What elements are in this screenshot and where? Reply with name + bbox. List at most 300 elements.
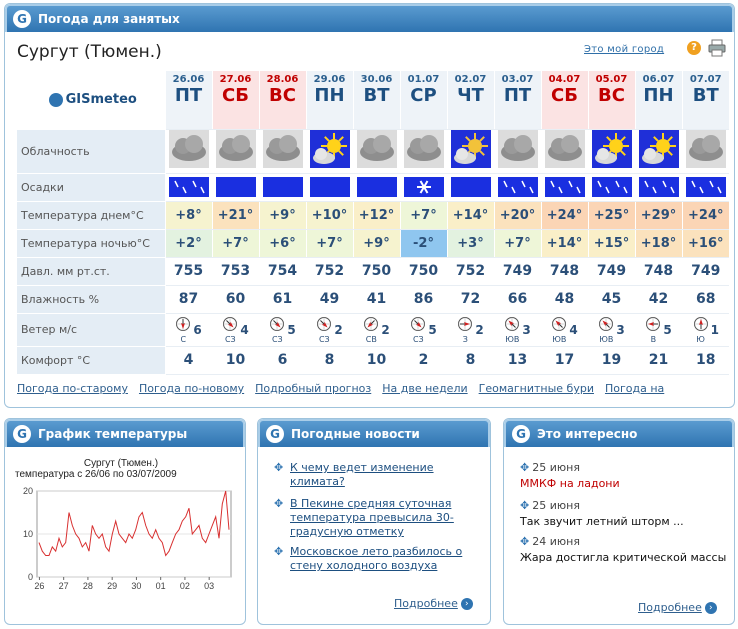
day-date: 30.06: [360, 74, 393, 85]
rain-icon: [639, 177, 679, 197]
comfort-row: [17, 346, 729, 374]
pressure-row: [17, 257, 729, 285]
humidity-value: 49: [306, 285, 353, 313]
cloud-cell: [306, 129, 353, 173]
pressure-value: 749: [588, 257, 635, 285]
day-name: ПН: [314, 85, 345, 106]
cloud-cell: [635, 129, 682, 173]
no-precipitation-icon: [451, 177, 491, 197]
wind-direction: [269, 316, 285, 344]
wind-info: [636, 316, 682, 344]
night-temp: +14°: [541, 229, 588, 257]
wind-direction: [222, 316, 238, 344]
forecast-link[interactable]: На две недели: [382, 382, 468, 395]
day-date: 01.07: [407, 74, 440, 85]
wind-info: [589, 316, 635, 344]
wind-direction-icon: [504, 316, 520, 332]
wind-direction-label: СЗ: [412, 334, 424, 344]
humidity-value: 66: [494, 285, 541, 313]
overcast-icon: [169, 130, 209, 168]
interesting-date: 25 июня: [532, 499, 580, 512]
wind-info: [448, 316, 494, 344]
overcast-icon: [545, 130, 585, 168]
precip-cell: [494, 173, 541, 201]
day-name: ПТ: [174, 85, 203, 106]
wind-direction-label: СВ: [365, 334, 377, 344]
precipitation-row: [17, 173, 729, 201]
forecast-links: [17, 382, 675, 395]
news-panel-title: Погодные новости: [291, 427, 420, 441]
day-header: [400, 71, 447, 129]
cloud-cell: [541, 129, 588, 173]
day-date: 02.07: [454, 74, 487, 85]
day-header: [165, 71, 212, 129]
arrow-right-icon: ›: [705, 602, 717, 614]
wind-info: [213, 316, 259, 344]
day-name: ПН: [643, 85, 674, 106]
rain-icon: [498, 177, 538, 197]
wind-direction-label: С: [180, 334, 187, 344]
forecast-panel-header: [5, 4, 734, 32]
temperature-panel-header: [5, 419, 245, 447]
comfort-value: 21: [635, 346, 682, 374]
partly-cloudy-icon: [451, 130, 491, 168]
day-temp: +8°: [165, 201, 212, 229]
news-more-label: Подробнее: [394, 597, 458, 610]
pressure-value: 750: [353, 257, 400, 285]
pressure-value: 748: [635, 257, 682, 285]
interesting-item[interactable]: [520, 499, 684, 529]
overcast-icon: [404, 130, 444, 168]
gismeteo-badge-icon: G: [13, 425, 31, 443]
wind-info: [401, 316, 447, 344]
day-header: [494, 71, 541, 129]
no-precipitation-icon: [216, 177, 256, 197]
interesting-text[interactable]: Жара достигла критической массы: [520, 551, 727, 564]
forecast-link[interactable]: Погода по-старому: [17, 382, 128, 395]
day-header: [306, 71, 353, 129]
comfort-value: 18: [682, 346, 729, 374]
wind-row: [17, 313, 729, 346]
humidity-value: 72: [447, 285, 494, 313]
row-label: Влажность %: [17, 285, 165, 313]
wind-direction-label: Ю: [696, 334, 705, 344]
wind-direction: [693, 316, 709, 344]
print-icon[interactable]: [708, 39, 726, 57]
wind-direction-icon: [457, 316, 473, 332]
wind-direction: [410, 316, 426, 344]
cloud-cell: [494, 129, 541, 173]
day-header: [541, 71, 588, 129]
comfort-value: 19: [588, 346, 635, 374]
day-name: СБ: [222, 85, 249, 106]
forecast-link[interactable]: Погода на: [604, 382, 665, 395]
weather-news-panel: [257, 418, 491, 625]
row-label: Температура днем°C: [17, 201, 165, 229]
pressure-value: 754: [259, 257, 306, 285]
news-bullet-icon: ✥: [274, 497, 284, 510]
my-city-link[interactable]: Это мой город: [584, 44, 665, 55]
temperature-panel-title: График температуры: [38, 427, 188, 441]
day-name: ВС: [598, 85, 625, 106]
x-tick-label: 27: [58, 581, 69, 591]
cloud-cell: [259, 129, 306, 173]
pressure-value: 749: [494, 257, 541, 285]
gismeteo-logo: [21, 92, 165, 107]
day-date: 28.06: [266, 74, 299, 85]
interesting-date-line: [520, 461, 620, 475]
day-temp: +24°: [682, 201, 729, 229]
day-temp: +10°: [306, 201, 353, 229]
wind-info: [495, 316, 541, 344]
x-tick-label: 01: [155, 581, 166, 591]
wind-direction-icon: [645, 316, 661, 332]
wind-direction-icon: [222, 316, 238, 332]
x-tick-label: 28: [82, 581, 93, 591]
news-panel-header: [258, 419, 490, 447]
interesting-date-line: [520, 535, 726, 549]
day-date: 04.07: [548, 74, 581, 85]
interesting-bullet-icon: ✥: [520, 499, 530, 512]
partly-cloudy-icon: [310, 130, 350, 168]
interesting-date: 24 июня: [532, 535, 580, 548]
day-header: [259, 71, 306, 129]
night-temp: +7°: [306, 229, 353, 257]
interesting-date: 25 июня: [532, 461, 580, 474]
days-header-row: [17, 71, 729, 129]
humidity-value: 45: [588, 285, 635, 313]
comfort-value: 13: [494, 346, 541, 374]
overcast-icon: [357, 130, 397, 168]
wind-direction-label: В: [650, 334, 657, 344]
humidity-value: 41: [353, 285, 400, 313]
cloud-cell: [353, 129, 400, 173]
day-temp: +24°: [541, 201, 588, 229]
day-header: [353, 71, 400, 129]
pressure-value: 750: [400, 257, 447, 285]
night-temp: +7°: [494, 229, 541, 257]
no-precipitation-icon: [263, 177, 303, 197]
rain-icon: [592, 177, 632, 197]
wind-cell: [494, 313, 541, 346]
wind-speed: 3: [522, 322, 531, 337]
pressure-value: 752: [447, 257, 494, 285]
cloud-cell: [165, 129, 212, 173]
day-name: СР: [410, 85, 437, 106]
wind-direction-icon: [551, 316, 567, 332]
day-temp: +21°: [212, 201, 259, 229]
comfort-value: 4: [165, 346, 212, 374]
wind-info: [542, 316, 588, 344]
row-label: Температура ночью°C: [17, 229, 165, 257]
day-date: 29.06: [313, 74, 346, 85]
day-temp: +20°: [494, 201, 541, 229]
precip-cell: [400, 173, 447, 201]
cloud-cell: [447, 129, 494, 173]
wind-speed: 2: [381, 322, 390, 337]
wind-speed: 5: [287, 322, 296, 337]
wind-direction: [551, 316, 567, 344]
wind-direction-label: ЮВ: [599, 334, 614, 344]
humidity-value: 86: [400, 285, 447, 313]
day-name: ВТ: [363, 85, 390, 106]
interesting-panel-title: Это интересно: [537, 427, 638, 441]
interesting-text[interactable]: ММКФ на ладони: [520, 477, 620, 490]
y-tick-label: 20: [22, 486, 33, 496]
news-item[interactable]: [274, 497, 454, 539]
wind-cell: [447, 313, 494, 346]
comfort-value: 6: [259, 346, 306, 374]
news-text[interactable]: В Пекине средняя суточная: [290, 497, 452, 510]
gismeteo-logo-icon: [49, 93, 63, 107]
wind-speed: 3: [616, 322, 625, 337]
y-tick-label: 10: [22, 529, 33, 539]
wind-cell: [635, 313, 682, 346]
wind-info: [166, 316, 212, 344]
help-icon[interactable]: ?: [687, 41, 701, 55]
x-tick-label: 03: [204, 581, 215, 591]
day-temp: +7°: [400, 201, 447, 229]
day-date: 07.07: [689, 74, 722, 85]
wind-speed: 5: [428, 322, 437, 337]
cloud-cell: [212, 129, 259, 173]
precip-cell: [541, 173, 588, 201]
wind-info: [260, 316, 306, 344]
day-date: 27.06: [219, 74, 252, 85]
news-item[interactable]: [274, 461, 434, 489]
overcast-icon: [263, 130, 303, 168]
humidity-value: 61: [259, 285, 306, 313]
row-label: Осадки: [17, 173, 165, 201]
wind-speed: 6: [193, 322, 202, 337]
day-name: СБ: [551, 85, 578, 106]
interesting-text[interactable]: Так звучит летний шторм ...: [520, 515, 684, 528]
precip-cell: [165, 173, 212, 201]
wind-direction-icon: [269, 316, 285, 332]
overcast-icon: [216, 130, 256, 168]
temperature-chart: [11, 457, 241, 597]
pressure-value: 749: [682, 257, 729, 285]
wind-speed: 1: [710, 322, 719, 337]
wind-speed: 4: [240, 322, 249, 337]
news-text[interactable]: градусную отметку: [290, 525, 404, 538]
pressure-value: 752: [306, 257, 353, 285]
logo-cell: [17, 71, 165, 129]
partly-cloudy-icon: [592, 130, 632, 168]
wind-cell: [165, 313, 212, 346]
day-temp: +25°: [588, 201, 635, 229]
chart-title: Сургут (Тюмен.): [83, 458, 159, 469]
precip-cell: [353, 173, 400, 201]
news-text[interactable]: стену холодного воздуха: [290, 559, 438, 572]
wind-info: [683, 316, 730, 344]
comfort-value: 17: [541, 346, 588, 374]
x-tick-label: 30: [131, 581, 142, 591]
snow-icon: [404, 177, 444, 197]
wind-direction: [175, 316, 191, 344]
interesting-panel: [503, 418, 735, 625]
news-more-link[interactable]: [394, 597, 473, 610]
overcast-icon: [498, 130, 538, 168]
comfort-value: 10: [353, 346, 400, 374]
humidity-value: 48: [541, 285, 588, 313]
precip-cell: [588, 173, 635, 201]
night-temp: +7°: [212, 229, 259, 257]
day-header: [212, 71, 259, 129]
wind-cell: [682, 313, 729, 346]
precip-cell: [682, 173, 729, 201]
wind-direction-icon: [175, 316, 191, 332]
humidity-row: [17, 285, 729, 313]
news-text[interactable]: Московское лето разбилось о: [290, 545, 463, 558]
wind-direction-label: ЮВ: [505, 334, 520, 344]
forecast-link[interactable]: Подробный прогноз: [255, 382, 372, 395]
cloud-cell: [682, 129, 729, 173]
wind-cell: [353, 313, 400, 346]
night-temp: -2°: [400, 229, 447, 257]
rain-icon: [169, 177, 209, 197]
humidity-value: 42: [635, 285, 682, 313]
day-temp: +12°: [353, 201, 400, 229]
day-name: ВС: [269, 85, 296, 106]
gismeteo-badge-icon: G: [512, 425, 530, 443]
wind-cell: [541, 313, 588, 346]
wind-direction: [645, 316, 661, 344]
row-label: Облачность: [17, 129, 165, 173]
precip-cell: [212, 173, 259, 201]
wind-direction: [504, 316, 520, 344]
day-date: 26.06: [172, 74, 205, 85]
cloudiness-row: [17, 129, 729, 173]
interesting-date-line: [520, 499, 684, 513]
news-bullet-icon: ✥: [274, 461, 284, 474]
day-temp: +29°: [635, 201, 682, 229]
night-temp: +2°: [165, 229, 212, 257]
wind-cell: [306, 313, 353, 346]
wind-direction-label: СЗ: [224, 334, 236, 344]
rain-icon: [545, 177, 585, 197]
night-temp: +9°: [353, 229, 400, 257]
gismeteo-badge-icon: G: [13, 10, 31, 28]
day-header: [447, 71, 494, 129]
cloud-cell: [588, 129, 635, 173]
day-date: 06.07: [642, 74, 675, 85]
day-name: ЧТ: [457, 85, 484, 106]
night-temperature-row: [17, 229, 729, 257]
day-name: ВТ: [692, 85, 719, 106]
no-precipitation-icon: [310, 177, 350, 197]
overcast-icon: [686, 130, 726, 168]
wind-cell: [259, 313, 306, 346]
forecast-panel: [4, 3, 735, 408]
wind-direction: [316, 316, 332, 344]
pressure-value: 748: [541, 257, 588, 285]
forecast-link[interactable]: Погода по-новому: [138, 382, 245, 395]
y-tick-label: 0: [27, 572, 33, 582]
news-item[interactable]: [274, 545, 462, 573]
humidity-value: 68: [682, 285, 729, 313]
day-date: 05.07: [595, 74, 628, 85]
humidity-value: 60: [212, 285, 259, 313]
interesting-more-label: Подробнее: [638, 601, 702, 614]
interesting-bullet-icon: ✥: [520, 461, 530, 474]
day-header: [635, 71, 682, 129]
x-tick-label: 26: [34, 581, 45, 591]
wind-direction-label: ЮВ: [552, 334, 567, 344]
wind-direction: [598, 316, 614, 344]
pressure-value: 755: [165, 257, 212, 285]
night-temp: +16°: [682, 229, 729, 257]
city-name: Сургут (Тюмен.): [17, 42, 162, 62]
wind-direction: [457, 316, 473, 344]
row-label: Давл. мм рт.ст.: [17, 257, 165, 285]
humidity-value: 87: [165, 285, 212, 313]
x-tick-label: 29: [107, 581, 118, 591]
wind-cell: [588, 313, 635, 346]
night-temp: +6°: [259, 229, 306, 257]
news-text[interactable]: температура превысила 30-: [290, 511, 454, 524]
comfort-value: 2: [400, 346, 447, 374]
day-header: [588, 71, 635, 129]
precip-cell: [635, 173, 682, 201]
interesting-item[interactable]: [520, 461, 620, 491]
cloud-cell: [400, 129, 447, 173]
pressure-value: 753: [212, 257, 259, 285]
day-temperature-row: [17, 201, 729, 229]
partly-cloudy-icon: [639, 130, 679, 168]
wind-direction-icon: [693, 316, 709, 332]
wind-direction-icon: [410, 316, 426, 332]
night-temp: +15°: [588, 229, 635, 257]
precip-cell: [306, 173, 353, 201]
wind-info: [354, 316, 400, 344]
wind-direction-icon: [363, 316, 379, 332]
wind-direction-label: СЗ: [271, 334, 283, 344]
interesting-panel-header: [504, 419, 734, 447]
forecast-table: [17, 71, 729, 375]
wind-info: [307, 316, 353, 344]
comfort-value: 8: [306, 346, 353, 374]
news-text[interactable]: климата?: [290, 475, 345, 488]
day-date: 03.07: [501, 74, 534, 85]
forecast-link[interactable]: Геомагнитные бури: [478, 382, 594, 395]
news-bullet-icon: ✥: [274, 545, 284, 558]
wind-direction-icon: [598, 316, 614, 332]
wind-direction: [363, 316, 379, 344]
news-text[interactable]: К чему ведет изменение: [290, 461, 434, 474]
interesting-more-link[interactable]: [638, 601, 717, 614]
night-temp: +3°: [447, 229, 494, 257]
interesting-bullet-icon: ✥: [520, 535, 530, 548]
day-temp: +9°: [259, 201, 306, 229]
interesting-item[interactable]: [520, 535, 726, 565]
wind-speed: 4: [569, 322, 578, 337]
wind-direction-label: З: [462, 334, 468, 344]
rain-icon: [686, 177, 726, 197]
wind-cell: [400, 313, 447, 346]
comfort-value: 8: [447, 346, 494, 374]
no-precipitation-icon: [357, 177, 397, 197]
day-temp: +14°: [447, 201, 494, 229]
arrow-right-icon: ›: [461, 598, 473, 610]
wind-direction-label: СЗ: [318, 334, 330, 344]
night-temp: +18°: [635, 229, 682, 257]
wind-speed: 2: [475, 322, 484, 337]
temperature-chart-panel: [4, 418, 246, 625]
row-label: Комфорт °C: [17, 346, 165, 374]
wind-speed: 2: [334, 322, 343, 337]
gismeteo-logo-text: GISmeteo: [65, 92, 137, 108]
